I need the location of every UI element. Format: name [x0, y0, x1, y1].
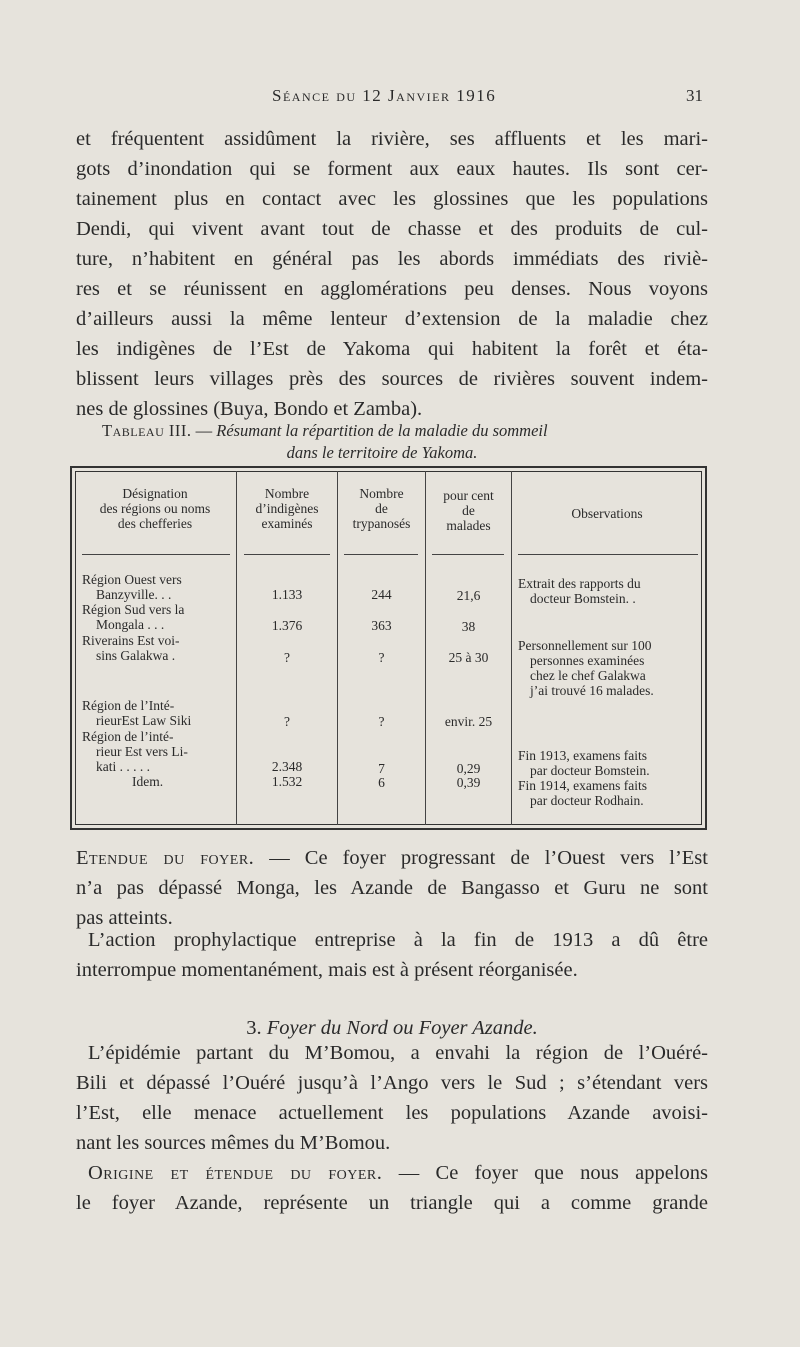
- text-line: Etendue du foyer. — Ce foyer progressant de l’Ouest vers l’Est: [76, 847, 708, 869]
- text-line: Dendi, qui vivent avant tout de chasse et des produits de cul-: [76, 218, 708, 240]
- table-row-2-pourcent: 38: [461, 619, 476, 634]
- table-row-6-indigenes: 1.532: [271, 774, 303, 789]
- table-row-4-indigenes: ?: [284, 714, 290, 729]
- table-row-3-pourcent: 25 à 30: [448, 650, 489, 665]
- table-row-4-trypanoses: ?: [378, 714, 385, 729]
- table-row-2-indigenes: 1.376: [271, 618, 303, 633]
- origine-paragraph: [76, 1158, 708, 1218]
- observation-2: Personnellement sur 100 personnes examinées chez le chef Galakwa j’ai trouvé 16 malades.: [518, 638, 654, 698]
- header-rule: [82, 554, 230, 555]
- text-line: res et se réunissent en agglomérations peu denses. Nous voyons: [76, 278, 708, 300]
- header-rule: [344, 554, 418, 555]
- header-designation: Désignation des régions ou noms des chefferies: [99, 486, 211, 531]
- table-row-2-trypanoses: 363: [371, 618, 392, 633]
- epidemie-paragraph: [76, 1038, 708, 1158]
- table-row-5-designation: Région de l’inté- rieur Est vers Li- kati . . . . .: [82, 729, 188, 774]
- observation-1: Extrait des rapports du docteur Bomstein. .: [518, 576, 641, 606]
- header-rule: [518, 554, 698, 555]
- text-line: l’Est, elle menace actuellement les populations Azande avoisi-: [76, 1102, 708, 1124]
- text-line: interrompue momentanément, mais est à présent réorganisée.: [76, 959, 578, 981]
- action-paragraph: [76, 925, 708, 985]
- text-line: blissent leurs villages près des sources de rivières souvent indem-: [76, 368, 708, 390]
- text-line: gots d’inondation qui se forment aux eaux hautes. Ils sont cer-: [76, 158, 708, 180]
- text-line: L’action prophylactique entreprise à la fin de 1913 a dû être: [88, 929, 708, 951]
- text-line: Bili et dépassé l’Ouéré jusqu’à l’Ango vers le Sud ; s’étendant vers: [76, 1072, 708, 1094]
- caption-line-2: dans le territoire de Yakoma.: [286, 443, 478, 462]
- text-line: nant les sources mêmes du M’Bomou.: [76, 1132, 391, 1154]
- etendue-paragraph: [76, 843, 708, 933]
- table-row-2-designation: Région Sud vers la Mongala . . .: [82, 602, 185, 632]
- header-rule: [432, 554, 504, 555]
- text-line: n’a pas dépassé Monga, les Azande de Bangasso et Guru ne sont: [76, 877, 708, 899]
- table-row-1-designation: Région Ouest vers Banzyville. . .: [82, 572, 182, 602]
- table-row-3-indigenes: ?: [284, 650, 290, 665]
- text-line: Origine et étendue du foyer. — Ce foyer que nous appelons: [88, 1162, 708, 1184]
- text-line: le foyer Azande, représente un triangle qui a comme grande: [76, 1192, 708, 1214]
- text-line: ture, n’habitent en général pas les abords immédiats des riviè-: [76, 248, 708, 270]
- table-row-5-trypanoses: 7: [378, 761, 385, 776]
- table-row-5-indigenes: 2.348: [271, 759, 303, 774]
- header-pourcent: pour cent de malades: [443, 488, 494, 533]
- text-line: nes de glossines (Buya, Bondo et Zamba).: [76, 398, 423, 420]
- table-caption: [102, 420, 702, 464]
- section-number: 3.: [246, 1017, 262, 1039]
- text-line: tainement plus en contact avec les glossines que les populations: [76, 188, 708, 210]
- column-divider: [511, 471, 512, 825]
- caption-label: Tableau III.: [102, 421, 192, 440]
- page-number: 31: [686, 86, 703, 105]
- table-row-1-trypanoses: 244: [371, 587, 392, 602]
- table-row-4-pourcent: envir. 25: [444, 714, 493, 729]
- running-header: [0, 86, 800, 116]
- text-line: L’épidémie partant du M’Bomou, a envahi la région de l’Ouéré-: [88, 1042, 708, 1064]
- origine-label: Origine et étendue du foyer.: [88, 1162, 383, 1184]
- text-line: et fréquentent assidûment la rivière, ses affluents et les mari-: [76, 128, 708, 150]
- header-rule: [244, 554, 330, 555]
- caption-dash: —: [191, 421, 217, 440]
- table-row-6-pourcent: 0,39: [456, 775, 481, 790]
- section-title: Foyer du Nord ou Foyer Azande.: [266, 1017, 538, 1039]
- table-row-4-designation: Région de l’Inté- rieurEst Law Siki: [82, 698, 192, 728]
- table-row-1-indigenes: 1.133: [271, 587, 303, 602]
- observation-3: Fin 1913, examens faits par docteur Bomstein. Fin 1914, examens faits par docteur Rodhain.: [518, 748, 650, 808]
- table-row-6-trypanoses: 6: [378, 775, 385, 790]
- intro-paragraph: [76, 124, 708, 424]
- table-row-6-designation: Idem.: [132, 774, 164, 789]
- table-row-1-pourcent: 21,6: [456, 588, 481, 603]
- header-trypanoses: Nombre de trypanosés: [352, 486, 411, 531]
- text-line: pas atteints.: [76, 907, 173, 929]
- caption-line-1: Résumant la répartition de la maladie du sommeil: [216, 421, 548, 440]
- table-row-3-trypanoses: ?: [378, 650, 385, 665]
- table-row-5-pourcent: 0,29: [456, 761, 481, 776]
- table-row-3-designation: Riverains Est voi- sins Galakwa .: [82, 633, 180, 663]
- running-title: Séance du 12 Janvier 1916: [272, 86, 497, 105]
- data-table: [70, 466, 707, 830]
- text-line: les indigènes de l’Est de Yakoma qui habitent la forêt et éta-: [76, 338, 708, 360]
- text-line: d’ailleurs aussi la même lenteur d’extension de la maladie chez: [76, 308, 708, 330]
- header-observations: Observations: [571, 506, 643, 521]
- header-indigenes: Nombre d’indigènes examinés: [255, 486, 319, 531]
- etendue-label: Etendue du foyer.: [76, 847, 255, 869]
